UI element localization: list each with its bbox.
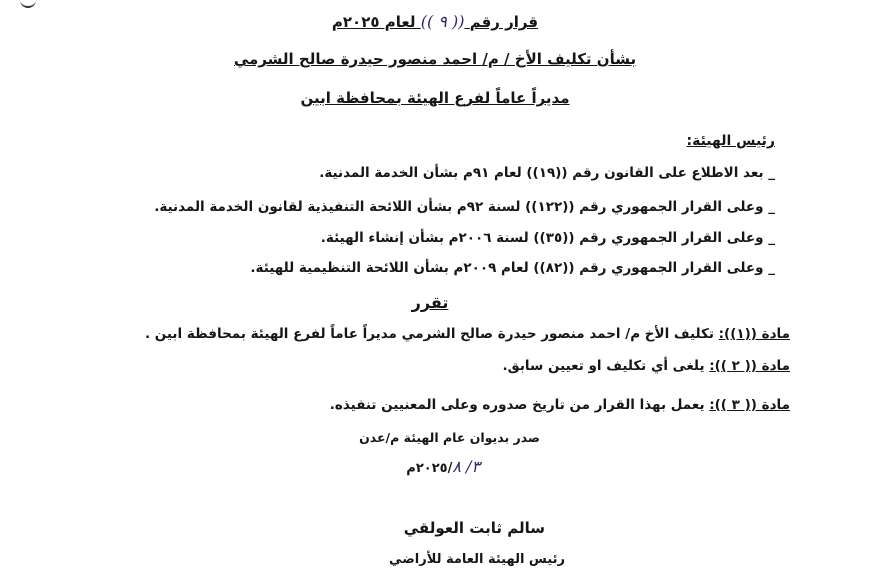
issue-date (406, 457, 480, 476)
preamble-heading: رئيس الهيئة: (686, 133, 775, 149)
article-label: مادة (( ٣ )): (709, 397, 790, 413)
decision-position: مديراً عاماً لفرع الهيئة بمحافظة ابين (300, 89, 570, 107)
article-label: مادة ((١)): (718, 326, 790, 342)
corner-scribble (20, 0, 36, 8)
preamble-item: _ بعد الاطلاع على القانون رقم ((١٩)) لعام ٩١م بشأن الخدمة المدنية. (319, 165, 775, 181)
decision-year: لعام ٢٠٢٥م (331, 13, 416, 31)
decision-heading: تقرر (411, 293, 449, 312)
article-2 (503, 358, 790, 374)
preamble-item: _ وعلى القرار الجمهوري رقم ((١٢٢)) لسنة ٩٢م بشأن اللائحة التنفيذية لقانون الخدمة المدنية. (154, 199, 775, 215)
decision-subject: بشأن تكليف الأخ / م/ احمد منصور حيدرة صالح الشرمي (233, 50, 637, 68)
corner-mark (14, 0, 44, 8)
signer-name: سالم ثابت العولقي (403, 519, 545, 537)
preamble-item: _ وعلى القرار الجمهوري رقم ((٣٥)) لسنة ٢٠٠٦م بشأن إنشاء الهيئة. (320, 230, 775, 246)
article-text: تكليف الأخ م/ احمد منصور حيدرة صالح الشرمي مديراً عاماً لفرع الهيئة بمحافظة ابين . (144, 326, 714, 342)
decision-title (0, 12, 870, 31)
article-1 (145, 326, 790, 342)
preamble-item: _ وعلى القرار الجمهوري رقم ((٨٢)) لعام ٢٠٠٩م بشأن اللائحة التنظيمية للهيئة. (250, 260, 775, 276)
article-text: يلغى أي تكليف او تعيين سابق. (502, 358, 705, 374)
handwritten-date: ٣/ ٨ (452, 457, 480, 476)
printed-year: /٢٠٢٥م (406, 461, 453, 476)
article-text: يعمل بهذا القرار من تاريخ صدوره وعلى المعنيين تنفيذه. (329, 397, 705, 413)
signer-title: رئيس الهيئة العامة للأراضي (389, 552, 565, 567)
decision-number: (( ٩ )) (420, 12, 465, 31)
decision-prefix: قرار رقم (469, 13, 539, 31)
article-label: مادة (( ٢ )): (709, 358, 790, 374)
article-3 (330, 397, 790, 413)
issued-place: صدر بديوان عام الهيئة م/عدن (359, 430, 540, 445)
